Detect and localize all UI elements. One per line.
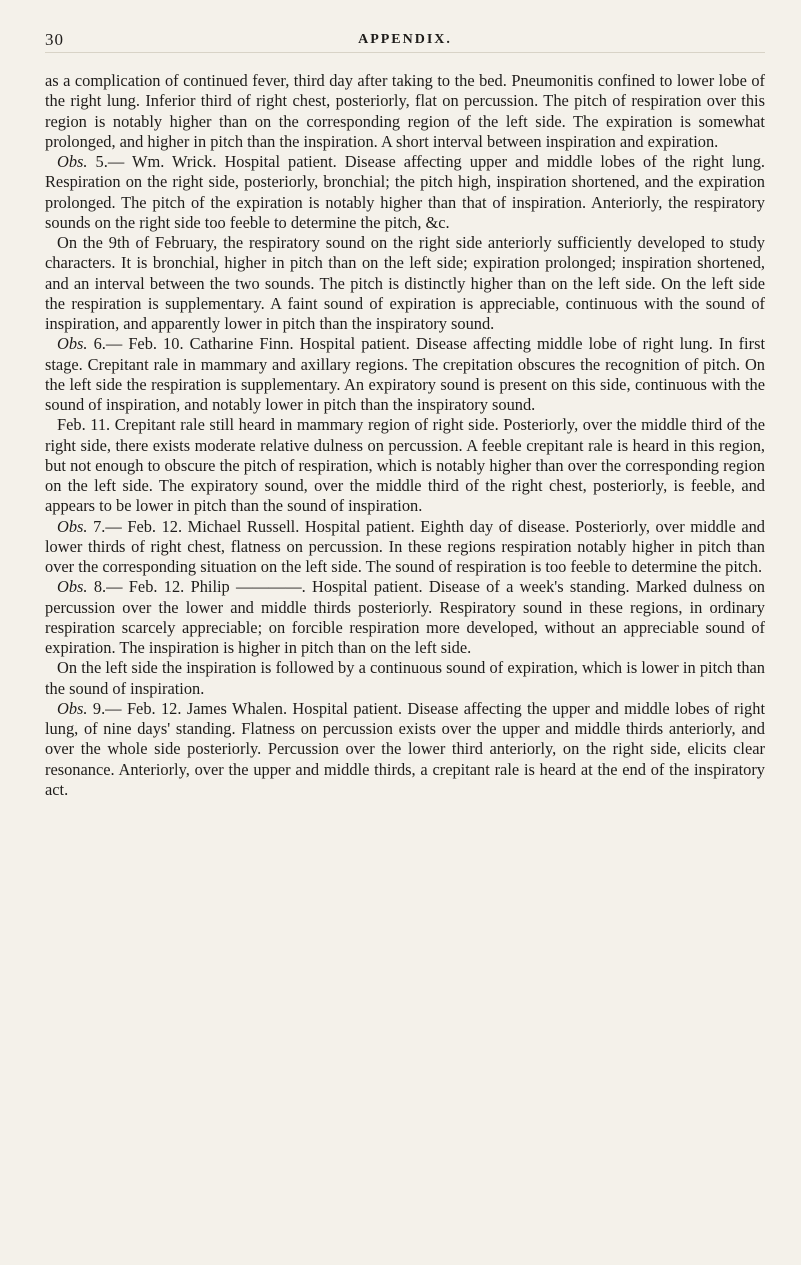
book-page — [45, 30, 765, 800]
paragraph-text: 6.— Feb. 10. Catharine Finn. Hospital patient. Disease affecting middle lobe of right lung. In first stage. Crepitant rale in mammary and axillary regions. The crepitation obscures the recognition of pitch. On the left side the respiration is supplementary. An expiratory sound is present on this side, continuous with the sound of inspiration, and notably lower in pitch than the inspiratory sound. — [45, 334, 765, 414]
paragraph-text: 7.— Feb. 12. Michael Russell. Hospital patient. Eighth day of disease. Posteriorly, over middle and lower thirds of right chest, flatness on percussion. In these regions respiration notably higher in pitch than over the corresponding situation on the left side. The sound of respiration is too feeble to determine the pitch. — [45, 516, 765, 576]
observation-paragraph — [45, 334, 765, 415]
paragraph — [45, 658, 765, 699]
paragraph — [45, 71, 765, 152]
running-head: APPENDIX. — [358, 32, 452, 47]
paragraph-text: On the left side the inspiration is followed by a continuous sound of expiration, which is lower in pitch than the sound of inspiration. — [45, 658, 765, 698]
paragraph — [45, 415, 765, 516]
observation-label: Obs. — [57, 577, 88, 597]
observation-label: Obs. — [57, 152, 88, 171]
paragraph-text: as a complication of continued fever, third day after taking to the bed. Pneumonitis confined to lower lobe of the right lung. Inferior third of right chest, posteriorly, flat on percussion. The pitch of respiration over this region is notably higher than on the corresponding region of the left side. The expiration is somewhat prolonged, and higher in pitch than the inspiration. A short interval between inspiration and expiration. — [45, 71, 765, 151]
observation-paragraph — [45, 577, 765, 658]
paragraph-text: 9.— Feb. 12. James Whalen. Hospital patient. Disease affecting the upper and middle lobes of right lung, of nine days' standing. Flatness on percussion exists over the upper and middle thirds anteriorly, and over the whole side posteriorly. Percussion over the lower third anteriorly, on the right side, elicits clear resonance. Anteriorly, over the upper and middle thirds, a crepitant rale is heard at the end of the inspiratory act. — [45, 698, 765, 799]
observation-paragraph — [45, 517, 765, 578]
observation-paragraph — [45, 699, 765, 800]
observation-label: Obs. — [57, 334, 88, 354]
paragraph-text: 8.— Feb. 12. Philip ————. Hospital patient. Disease of a week's standing. Marked dulness on percussion over the lower and middle thirds posteriorly. Respiratory sound in these regions, in ordinary respiration scarcely appreciable; on forcible respiration more developed, without an appreciable sound of expiration. The inspiration is higher in pitch than on the left side. — [45, 577, 765, 657]
body-text — [45, 71, 765, 800]
page-number: 30 — [45, 30, 64, 49]
observation-paragraph — [45, 152, 765, 233]
observation-label: Obs. — [57, 516, 88, 536]
paragraph — [45, 233, 765, 334]
page-header — [45, 30, 765, 53]
paragraph-text: 5.— Wm. Wrick. Hospital patient. Disease affecting upper and middle lobes of the right lung. Respiration on the right side, posteriorly, bronchial; the pitch high, inspiration shortened, and the expiration prolonged. The pitch of the expiration is notably higher than that of inspiration. Anteriorly, the respiratory sounds on the right side too feeble to determine the pitch, &c. — [45, 152, 765, 232]
paragraph-text: On the 9th of February, the respiratory sound on the right side anteriorly sufficiently developed to study characters. It is bronchial, higher in pitch than on the left side; expiration prolonged; inspiration shortened, and an interval between the two sounds. The pitch is distinctly higher than on the left side. On the left side the respiration is supplementary. A faint sound of expiration is appreciable, continuous with the sound of inspiration, and apparently lower in pitch than the inspiratory sound. — [45, 233, 765, 333]
paragraph-text: Feb. 11. Crepitant rale still heard in mammary region of right side. Posteriorly, over the middle third of the right side, there exists moderate relative dulness on percussion. A feeble crepitant rale is heard in this region, but not enough to obscure the pitch of respiration, which is notably higher than over the corresponding region on the left side. The expiratory sound, over the middle third of the right chest, posteriorly, is feeble, and appears to be lower in pitch than the sound of inspiration. — [45, 415, 765, 516]
observation-label: Obs. — [57, 698, 88, 718]
